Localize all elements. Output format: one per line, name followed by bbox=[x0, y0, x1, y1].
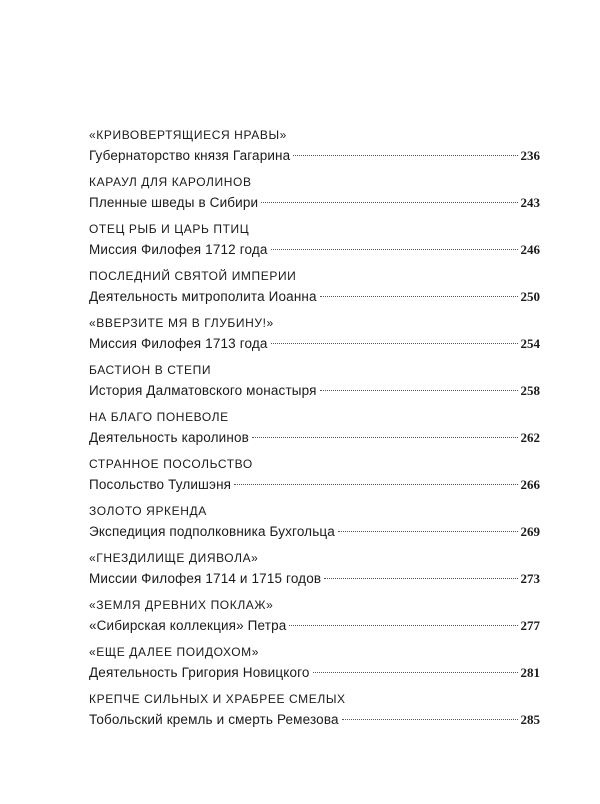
toc-line bbox=[89, 568, 540, 590]
page-number: 262 bbox=[520, 430, 540, 445]
dot-leader bbox=[313, 672, 518, 673]
chapter-heading: ПОСЛЕДНИЙ СВЯТОЙ ИМПЕРИИ bbox=[89, 269, 297, 283]
chapter-subtitle: Пленные шведы в Сибири bbox=[89, 195, 259, 210]
page-number: 266 bbox=[520, 477, 540, 492]
toc-entry bbox=[89, 598, 540, 645]
toc-line bbox=[89, 615, 540, 637]
dot-leader bbox=[261, 202, 517, 203]
chapter-heading: НА БЛАГО ПОНЕВОЛЕ bbox=[89, 410, 229, 424]
chapter-subtitle: Деятельность Григория Новицкого bbox=[89, 665, 310, 680]
page-number: 236 bbox=[520, 148, 540, 163]
chapter-subtitle: Экспедиция подполковника Бухгольца bbox=[89, 524, 335, 539]
chapter-subtitle: «Сибирская коллекция» Петра bbox=[89, 618, 287, 633]
page-number: 273 bbox=[520, 571, 540, 586]
dot-leader bbox=[342, 719, 518, 720]
dot-leader bbox=[320, 296, 518, 297]
toc-line bbox=[89, 521, 540, 543]
page-number: 285 bbox=[520, 712, 540, 727]
toc-entry bbox=[89, 410, 540, 457]
dot-leader bbox=[293, 155, 517, 156]
chapter-subtitle: Посольство Тулишэня bbox=[89, 477, 232, 492]
chapter-heading: ОТЕЦ РЫБ И ЦАРЬ ПТИЦ bbox=[89, 222, 250, 236]
toc-entry bbox=[89, 316, 540, 363]
toc-line bbox=[89, 192, 540, 214]
table-of-contents bbox=[89, 128, 540, 739]
dot-leader bbox=[320, 390, 518, 391]
chapter-heading: «ВВЕРЗИТЕ МЯ В ГЛУБИНУ!» bbox=[89, 316, 274, 330]
chapter-subtitle: Деятельность митрополита Иоанна bbox=[89, 289, 317, 304]
page-number: 258 bbox=[520, 383, 540, 398]
page-number: 277 bbox=[520, 618, 540, 633]
toc-entry bbox=[89, 222, 540, 269]
chapter-heading: БАСТИОН В СТЕПИ bbox=[89, 363, 212, 377]
chapter-heading: КРЕПЧЕ СИЛЬНЫХ И ХРАБРЕЕ СМЕЛЫХ bbox=[89, 692, 346, 706]
toc-entry bbox=[89, 692, 540, 739]
toc-entry bbox=[89, 363, 540, 410]
toc-line bbox=[89, 474, 540, 496]
page-number: 281 bbox=[520, 665, 540, 680]
chapter-subtitle: Тобольский кремль и смерть Ремезова bbox=[89, 712, 339, 727]
page-number: 250 bbox=[520, 289, 540, 304]
chapter-heading: «ЗЕМЛЯ ДРЕВНИХ ПОКЛАЖ» bbox=[89, 598, 274, 612]
toc-entry bbox=[89, 551, 540, 598]
toc-line bbox=[89, 286, 540, 308]
chapter-subtitle: История Далматовского монастыря bbox=[89, 383, 317, 398]
toc-line bbox=[89, 427, 540, 449]
chapter-subtitle: Миссия Филофея 1712 года bbox=[89, 242, 268, 257]
toc-entry bbox=[89, 457, 540, 504]
chapter-subtitle: Губернаторство князя Гагарина bbox=[89, 148, 291, 163]
toc-line bbox=[89, 709, 540, 731]
toc-line bbox=[89, 333, 540, 355]
chapter-heading: ЗОЛОТО ЯРКЕНДА bbox=[89, 504, 207, 518]
chapter-subtitle: Миссии Филофея 1714 и 1715 годов bbox=[89, 571, 322, 586]
chapter-subtitle: Деятельность каролинов bbox=[89, 430, 249, 445]
chapter-heading: «ГНЕЗДИЛИЩЕ ДИЯВОЛА» bbox=[89, 551, 259, 565]
dot-leader bbox=[234, 484, 517, 485]
chapter-subtitle: Миссия Филофея 1713 года bbox=[89, 336, 268, 351]
toc-entry bbox=[89, 645, 540, 692]
toc-entry bbox=[89, 128, 540, 175]
toc-entry bbox=[89, 504, 540, 551]
toc-entry bbox=[89, 269, 540, 316]
dot-leader bbox=[324, 578, 517, 579]
page-number: 243 bbox=[520, 195, 540, 210]
chapter-heading: СТРАННОЕ ПОСОЛЬСТВО bbox=[89, 457, 253, 471]
toc-line bbox=[89, 239, 540, 261]
page-number: 254 bbox=[520, 336, 540, 351]
dot-leader bbox=[338, 531, 518, 532]
page-number: 246 bbox=[520, 242, 540, 257]
dot-leader bbox=[289, 625, 517, 626]
toc-line bbox=[89, 380, 540, 402]
toc-entry bbox=[89, 175, 540, 222]
dot-leader bbox=[271, 343, 518, 344]
dot-leader bbox=[252, 437, 518, 438]
chapter-heading: КАРАУЛ ДЛЯ КАРОЛИНОВ bbox=[89, 175, 252, 189]
dot-leader bbox=[271, 249, 518, 250]
toc-line bbox=[89, 662, 540, 684]
page-number: 269 bbox=[520, 524, 540, 539]
toc-line bbox=[89, 145, 540, 167]
chapter-heading: «КРИВОВЕРТЯЩИЕСЯ НРАВЫ» bbox=[89, 128, 287, 142]
chapter-heading: «ЕЩЕ ДАЛЕЕ ПОИДОХОМ» bbox=[89, 645, 259, 659]
